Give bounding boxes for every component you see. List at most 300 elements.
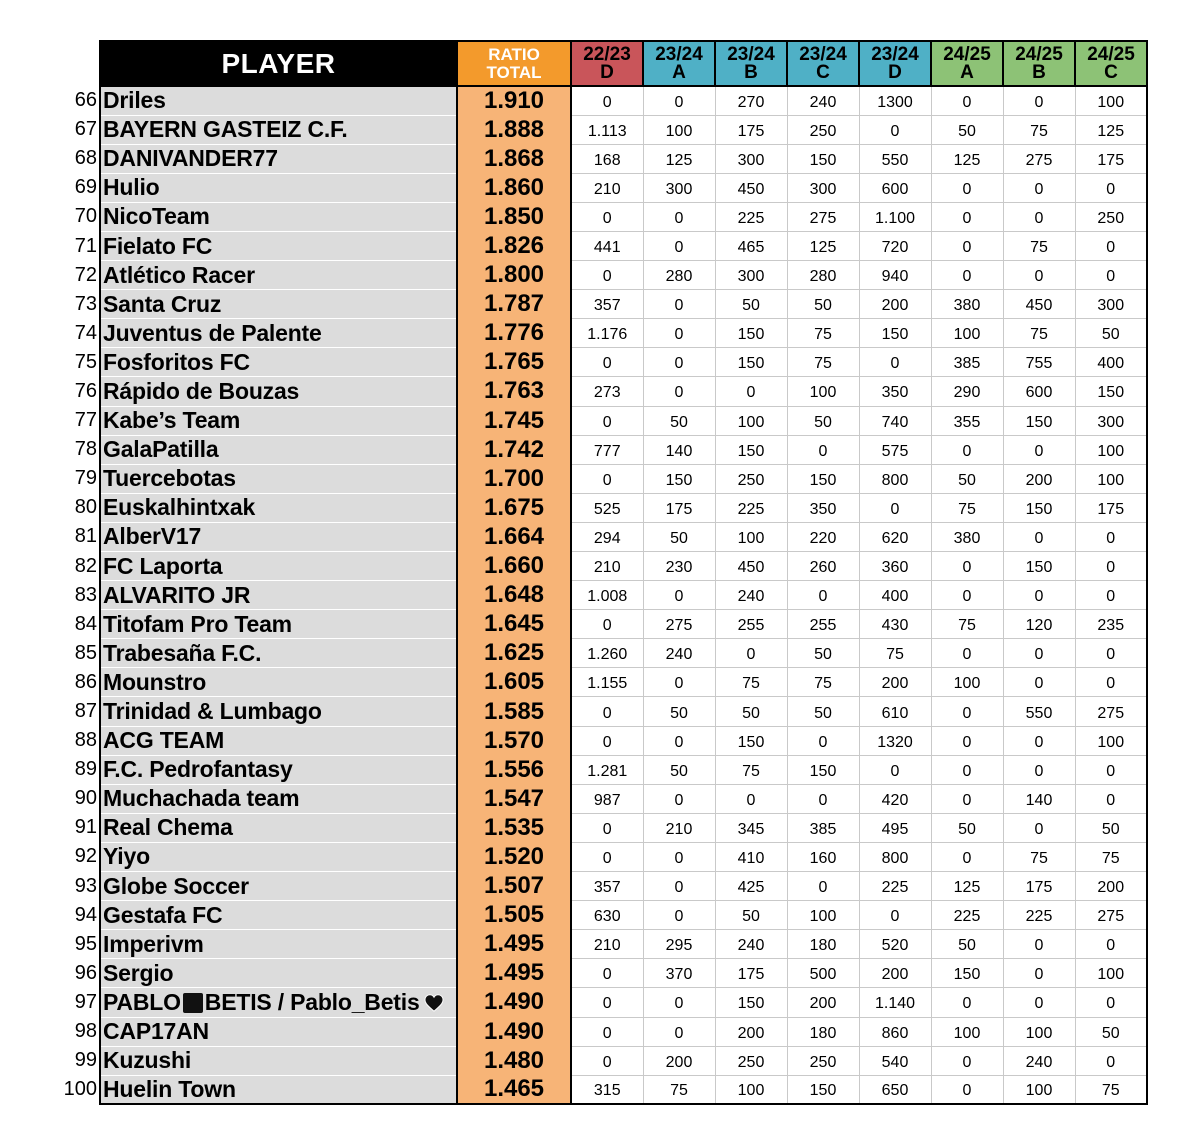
season-points-cell: 0 xyxy=(1075,639,1147,668)
season-points-cell: 75 xyxy=(787,348,859,377)
season-points-cell: 0 xyxy=(1003,668,1075,697)
season-points-cell: 0 xyxy=(1075,930,1147,959)
ratio-total-value: 1.490 xyxy=(457,1017,571,1046)
ratio-total-value: 1.505 xyxy=(457,901,571,930)
season-points-cell: 0 xyxy=(571,988,643,1017)
season-points-cell: 345 xyxy=(715,813,787,842)
season-points-cell: 0 xyxy=(931,784,1003,813)
rank-number: 90 xyxy=(74,787,97,810)
player-name-cell: ACG TEAM xyxy=(100,726,457,755)
season-points-cell: 200 xyxy=(859,959,931,988)
season-points-cell: 140 xyxy=(643,435,715,464)
season-points-cell: 100 xyxy=(1075,464,1147,493)
season-points-cell: 273 xyxy=(571,377,643,406)
season-header-bottom: C xyxy=(1104,61,1118,83)
season-points-cell: 225 xyxy=(1003,901,1075,930)
season-points-cell: 0 xyxy=(859,901,931,930)
table-row xyxy=(0,755,1147,784)
season-points-cell: 235 xyxy=(1075,610,1147,639)
season-points-cell: 225 xyxy=(715,202,787,231)
season-points-cell: 200 xyxy=(859,668,931,697)
rank-number: 72 xyxy=(74,263,97,286)
season-points-cell: 650 xyxy=(859,1075,931,1104)
season-points-cell: 240 xyxy=(787,86,859,115)
season-points-cell: 175 xyxy=(1075,493,1147,522)
ratio-total-value: 1.495 xyxy=(457,930,571,959)
season-header-top: 22/23 xyxy=(583,43,631,65)
ratio-total-value: 1.520 xyxy=(457,842,571,871)
season-points-cell: 294 xyxy=(571,522,643,551)
ratio-total-value: 1.660 xyxy=(457,552,571,581)
table-row xyxy=(0,290,1147,319)
rank-number: 73 xyxy=(74,292,97,315)
season-header-23-24-b xyxy=(715,41,787,86)
rank-number: 84 xyxy=(74,612,97,635)
table-row xyxy=(0,901,1147,930)
season-points-cell: 0 xyxy=(643,86,715,115)
ratio-total-column-header xyxy=(457,41,571,86)
player-name-suffix: BETIS / Pablo_Betis xyxy=(204,988,420,1015)
ratio-total-value: 1.763 xyxy=(457,377,571,406)
season-points-cell: 0 xyxy=(571,842,643,871)
season-points-cell: 520 xyxy=(859,930,931,959)
season-points-cell: 0 xyxy=(859,755,931,784)
season-points-cell: 0 xyxy=(931,639,1003,668)
season-points-cell: 255 xyxy=(715,610,787,639)
season-points-cell: 50 xyxy=(1075,813,1147,842)
season-points-cell: 120 xyxy=(1003,610,1075,639)
season-points-cell: 0 xyxy=(1075,552,1147,581)
ratio-total-value: 1.700 xyxy=(457,464,571,493)
season-points-cell: 125 xyxy=(787,231,859,260)
season-points-cell: 75 xyxy=(859,639,931,668)
season-points-cell: 225 xyxy=(859,872,931,901)
season-header-24-25-b xyxy=(1003,41,1075,86)
season-points-cell: 125 xyxy=(643,144,715,173)
season-points-cell: 200 xyxy=(1075,872,1147,901)
season-points-cell: 300 xyxy=(715,144,787,173)
season-points-cell: 75 xyxy=(1075,1075,1147,1104)
season-points-cell: 50 xyxy=(931,813,1003,842)
season-points-cell: 0 xyxy=(1003,173,1075,202)
season-points-cell: 0 xyxy=(571,86,643,115)
season-points-cell: 0 xyxy=(1003,435,1075,464)
ratio-total-value: 1.800 xyxy=(457,261,571,290)
season-points-cell: 0 xyxy=(859,115,931,144)
season-points-cell: 125 xyxy=(931,144,1003,173)
table-row xyxy=(0,261,1147,290)
ratio-total-value: 1.675 xyxy=(457,493,571,522)
season-points-cell: 275 xyxy=(787,202,859,231)
season-points-cell: 0 xyxy=(715,639,787,668)
season-points-cell: 240 xyxy=(643,639,715,668)
player-name-cell: DANIVANDER77 xyxy=(100,144,457,173)
season-points-cell: 150 xyxy=(787,1075,859,1104)
season-points-cell: 0 xyxy=(1003,86,1075,115)
rank-number: 96 xyxy=(74,961,97,984)
table-row xyxy=(0,639,1147,668)
season-points-cell: 0 xyxy=(1003,988,1075,1017)
season-points-cell: 200 xyxy=(1003,464,1075,493)
rank-number: 66 xyxy=(74,89,97,112)
season-points-cell: 50 xyxy=(715,901,787,930)
ranking-table xyxy=(0,40,1148,1105)
season-points-cell: 150 xyxy=(1003,493,1075,522)
ratio-total-value: 1.776 xyxy=(457,319,571,348)
season-points-cell: 350 xyxy=(787,493,859,522)
season-points-cell: 0 xyxy=(1003,959,1075,988)
rank-number: 97 xyxy=(74,990,97,1013)
season-points-cell: 175 xyxy=(643,493,715,522)
season-points-cell: 150 xyxy=(715,348,787,377)
season-points-cell: 75 xyxy=(787,668,859,697)
ratio-total-value: 1.605 xyxy=(457,668,571,697)
player-name-cell: Titofam Pro Team xyxy=(100,610,457,639)
season-header-bottom: A xyxy=(960,61,974,83)
season-points-cell: 465 xyxy=(715,231,787,260)
ratio-total-value: 1.648 xyxy=(457,581,571,610)
season-header-top: 23/24 xyxy=(727,43,775,65)
season-points-cell: 0 xyxy=(571,610,643,639)
season-points-cell: 0 xyxy=(1075,988,1147,1017)
season-points-cell: 0 xyxy=(1003,930,1075,959)
season-points-cell: 50 xyxy=(931,115,1003,144)
season-points-cell: 275 xyxy=(1075,697,1147,726)
season-points-cell: 777 xyxy=(571,435,643,464)
season-points-cell: 270 xyxy=(715,86,787,115)
season-points-cell: 600 xyxy=(859,173,931,202)
season-points-cell: 380 xyxy=(931,290,1003,319)
rank-number: 71 xyxy=(74,234,97,257)
season-points-cell: 1.155 xyxy=(571,668,643,697)
season-points-cell: 220 xyxy=(787,522,859,551)
season-points-cell: 100 xyxy=(1003,1017,1075,1046)
season-points-cell: 0 xyxy=(571,348,643,377)
season-points-cell: 50 xyxy=(931,930,1003,959)
table-row xyxy=(0,173,1147,202)
season-points-cell: 357 xyxy=(571,290,643,319)
season-points-cell: 425 xyxy=(715,872,787,901)
season-points-cell: 0 xyxy=(571,1017,643,1046)
season-points-cell: 50 xyxy=(931,464,1003,493)
player-name-cell: GalaPatilla xyxy=(100,435,457,464)
rank-number: 82 xyxy=(74,554,97,577)
season-points-cell: 600 xyxy=(1003,377,1075,406)
season-points-cell: 500 xyxy=(787,959,859,988)
season-points-cell: 50 xyxy=(787,406,859,435)
season-header-23-24-c xyxy=(787,41,859,86)
season-points-cell: 175 xyxy=(1003,872,1075,901)
season-points-cell: 0 xyxy=(1075,522,1147,551)
rank-number: 86 xyxy=(74,670,97,693)
player-name-cell: Rápido de Bouzas xyxy=(100,377,457,406)
season-points-cell: 987 xyxy=(571,784,643,813)
season-points-cell: 620 xyxy=(859,522,931,551)
season-points-cell: 385 xyxy=(931,348,1003,377)
season-points-cell: 0 xyxy=(643,231,715,260)
season-header-24-25-c xyxy=(1075,41,1147,86)
season-header-top: 23/24 xyxy=(655,43,703,65)
season-points-cell: 1.281 xyxy=(571,755,643,784)
season-points-cell: 0 xyxy=(715,377,787,406)
season-points-cell: 50 xyxy=(787,639,859,668)
ratio-total-value: 1.787 xyxy=(457,290,571,319)
season-points-cell: 315 xyxy=(571,1075,643,1104)
season-points-cell: 1320 xyxy=(859,726,931,755)
season-header-24-25-a xyxy=(931,41,1003,86)
season-points-cell: 150 xyxy=(715,726,787,755)
season-points-cell: 75 xyxy=(931,493,1003,522)
season-points-cell: 441 xyxy=(571,231,643,260)
table-row xyxy=(0,581,1147,610)
season-points-cell: 150 xyxy=(787,144,859,173)
table-row xyxy=(0,784,1147,813)
season-points-cell: 150 xyxy=(643,464,715,493)
season-points-cell: 450 xyxy=(1003,290,1075,319)
season-points-cell: 75 xyxy=(715,755,787,784)
season-points-cell: 0 xyxy=(571,1046,643,1075)
season-points-cell: 1.140 xyxy=(859,988,931,1017)
season-points-cell: 450 xyxy=(715,552,787,581)
table-row xyxy=(0,348,1147,377)
season-points-cell: 150 xyxy=(787,755,859,784)
player-name-cell: BAYERN GASTEIZ C.F. xyxy=(100,115,457,144)
season-points-cell: 630 xyxy=(571,901,643,930)
season-points-cell: 240 xyxy=(715,581,787,610)
table-row xyxy=(0,813,1147,842)
season-points-cell: 140 xyxy=(1003,784,1075,813)
season-points-cell: 250 xyxy=(787,115,859,144)
ratio-total-value: 1.625 xyxy=(457,639,571,668)
season-points-cell: 175 xyxy=(715,959,787,988)
season-points-cell: 75 xyxy=(715,668,787,697)
player-name-cell: Muchachada team xyxy=(100,784,457,813)
season-points-cell: 0 xyxy=(1003,522,1075,551)
season-points-cell: 0 xyxy=(931,697,1003,726)
season-points-cell: 50 xyxy=(715,697,787,726)
ranking-rows xyxy=(0,86,1147,1104)
season-points-cell: 100 xyxy=(1075,726,1147,755)
ratio-total-value: 1.490 xyxy=(457,988,571,1017)
rank-number: 85 xyxy=(74,641,97,664)
table-row xyxy=(0,406,1147,435)
season-points-cell: 50 xyxy=(643,697,715,726)
season-points-cell: 385 xyxy=(787,813,859,842)
season-points-cell: 720 xyxy=(859,231,931,260)
season-points-cell: 0 xyxy=(643,726,715,755)
season-points-cell: 100 xyxy=(1003,1075,1075,1104)
season-points-cell: 150 xyxy=(715,319,787,348)
season-points-cell: 50 xyxy=(643,522,715,551)
season-points-cell: 0 xyxy=(1003,581,1075,610)
season-points-cell: 740 xyxy=(859,406,931,435)
season-points-cell: 250 xyxy=(1075,202,1147,231)
season-points-cell: 150 xyxy=(715,435,787,464)
season-points-cell: 280 xyxy=(787,261,859,290)
ratio-header-line2: TOTAL xyxy=(486,62,542,82)
season-points-cell: 0 xyxy=(931,231,1003,260)
table-row xyxy=(0,959,1147,988)
season-points-cell: 800 xyxy=(859,464,931,493)
season-points-cell: 100 xyxy=(931,319,1003,348)
season-points-cell: 240 xyxy=(715,930,787,959)
season-points-cell: 50 xyxy=(715,290,787,319)
rank-number: 93 xyxy=(74,874,97,897)
season-points-cell: 180 xyxy=(787,930,859,959)
season-points-cell: 370 xyxy=(643,959,715,988)
player-name-cell xyxy=(100,988,457,1017)
season-points-cell: 0 xyxy=(571,726,643,755)
table-row xyxy=(0,231,1147,260)
season-points-cell: 50 xyxy=(1075,319,1147,348)
season-points-cell: 75 xyxy=(1003,319,1075,348)
table-row xyxy=(0,464,1147,493)
table-row xyxy=(0,493,1147,522)
season-points-cell: 0 xyxy=(1003,813,1075,842)
season-points-cell: 100 xyxy=(715,406,787,435)
season-points-cell: 0 xyxy=(931,581,1003,610)
rank-number: 99 xyxy=(74,1049,97,1072)
season-points-cell: 100 xyxy=(931,1017,1003,1046)
table-row xyxy=(0,872,1147,901)
season-points-cell: 0 xyxy=(1003,261,1075,290)
season-points-cell: 550 xyxy=(1003,697,1075,726)
rank-number: 88 xyxy=(74,729,97,752)
season-points-cell: 0 xyxy=(571,959,643,988)
season-points-cell: 210 xyxy=(571,173,643,202)
season-points-cell: 100 xyxy=(1075,435,1147,464)
rank-number: 94 xyxy=(74,903,97,926)
ratio-total-value: 1.547 xyxy=(457,784,571,813)
table-row xyxy=(0,610,1147,639)
table-row xyxy=(0,1075,1147,1104)
season-points-cell: 0 xyxy=(1075,784,1147,813)
player-name-cell: Huelin Town xyxy=(100,1075,457,1104)
rank-number: 83 xyxy=(74,583,97,606)
season-points-cell: 275 xyxy=(643,610,715,639)
season-points-cell: 50 xyxy=(787,290,859,319)
season-points-cell: 525 xyxy=(571,493,643,522)
season-points-cell: 355 xyxy=(931,406,1003,435)
season-points-cell: 240 xyxy=(1003,1046,1075,1075)
season-points-cell: 250 xyxy=(787,1046,859,1075)
ratio-total-value: 1.645 xyxy=(457,610,571,639)
season-points-cell: 150 xyxy=(715,988,787,1017)
rank-number: 77 xyxy=(74,409,97,432)
player-name-cell: Hulio xyxy=(100,173,457,202)
season-points-cell: 295 xyxy=(643,930,715,959)
season-points-cell: 0 xyxy=(715,784,787,813)
season-points-cell: 150 xyxy=(931,959,1003,988)
player-name-cell: Trabesaña F.C. xyxy=(100,639,457,668)
season-points-cell: 0 xyxy=(571,464,643,493)
table-row xyxy=(0,86,1147,115)
season-points-cell: 410 xyxy=(715,842,787,871)
season-points-cell: 0 xyxy=(931,86,1003,115)
player-name-cell: Mounstro xyxy=(100,668,457,697)
ratio-total-value: 1.826 xyxy=(457,231,571,260)
season-points-cell: 230 xyxy=(643,552,715,581)
season-points-cell: 75 xyxy=(1003,115,1075,144)
season-points-cell: 290 xyxy=(931,377,1003,406)
ratio-total-value: 1.465 xyxy=(457,1075,571,1104)
season-points-cell: 50 xyxy=(643,755,715,784)
season-points-cell: 0 xyxy=(931,261,1003,290)
player-name-cell: Atlético Racer xyxy=(100,261,457,290)
season-header-bottom: B xyxy=(1032,61,1046,83)
season-points-cell: 200 xyxy=(643,1046,715,1075)
season-points-cell: 210 xyxy=(571,930,643,959)
season-points-cell: 100 xyxy=(1075,86,1147,115)
rank-number: 80 xyxy=(74,496,97,519)
season-points-cell: 0 xyxy=(643,202,715,231)
season-points-cell: 540 xyxy=(859,1046,931,1075)
season-points-cell: 0 xyxy=(1003,202,1075,231)
season-points-cell: 300 xyxy=(787,173,859,202)
player-column-header: PLAYER xyxy=(100,41,457,86)
season-points-cell: 50 xyxy=(643,406,715,435)
season-points-cell: 50 xyxy=(787,697,859,726)
season-points-cell: 1.100 xyxy=(859,202,931,231)
ratio-total-value: 1.664 xyxy=(457,522,571,551)
player-name-cell: Sergio xyxy=(100,959,457,988)
table-row xyxy=(0,930,1147,959)
ratio-total-value: 1.850 xyxy=(457,202,571,231)
season-points-cell: 400 xyxy=(1075,348,1147,377)
season-points-cell: 200 xyxy=(787,988,859,1017)
season-points-cell: 150 xyxy=(859,319,931,348)
player-name-cell: Driles xyxy=(100,86,457,115)
season-points-cell: 125 xyxy=(1075,115,1147,144)
season-points-cell: 150 xyxy=(787,464,859,493)
season-points-cell: 0 xyxy=(931,755,1003,784)
season-header-top: 24/25 xyxy=(1087,43,1135,65)
rank-number: 87 xyxy=(74,700,97,723)
table-row xyxy=(0,115,1147,144)
table-row xyxy=(0,319,1147,348)
season-points-cell: 300 xyxy=(1075,406,1147,435)
table-row xyxy=(0,726,1147,755)
player-name-cell: AlberV17 xyxy=(100,522,457,551)
season-points-cell: 250 xyxy=(715,464,787,493)
season-points-cell: 0 xyxy=(643,348,715,377)
rank-number: 68 xyxy=(74,147,97,170)
season-points-cell: 0 xyxy=(1075,1046,1147,1075)
player-name-cell: CAP17AN xyxy=(100,1017,457,1046)
player-name-cell: Juventus de Palente xyxy=(100,319,457,348)
season-points-cell: 0 xyxy=(1075,668,1147,697)
season-points-cell: 75 xyxy=(1003,231,1075,260)
season-points-cell: 175 xyxy=(1075,144,1147,173)
season-points-cell: 0 xyxy=(931,552,1003,581)
season-header-bottom: D xyxy=(600,61,614,83)
ratio-total-value: 1.888 xyxy=(457,115,571,144)
season-points-cell: 0 xyxy=(1075,581,1147,610)
table-row xyxy=(0,377,1147,406)
season-points-cell: 275 xyxy=(1075,901,1147,930)
player-name-cell: Kabe’s Team xyxy=(100,406,457,435)
season-points-cell: 0 xyxy=(787,784,859,813)
header-row xyxy=(0,41,1147,86)
season-points-cell: 225 xyxy=(715,493,787,522)
season-points-cell: 0 xyxy=(571,697,643,726)
season-header-bottom: A xyxy=(672,61,686,83)
season-points-cell: 610 xyxy=(859,697,931,726)
season-points-cell: 75 xyxy=(787,319,859,348)
season-points-cell: 0 xyxy=(571,202,643,231)
season-points-cell: 0 xyxy=(1003,755,1075,784)
rank-number: 79 xyxy=(74,467,97,490)
